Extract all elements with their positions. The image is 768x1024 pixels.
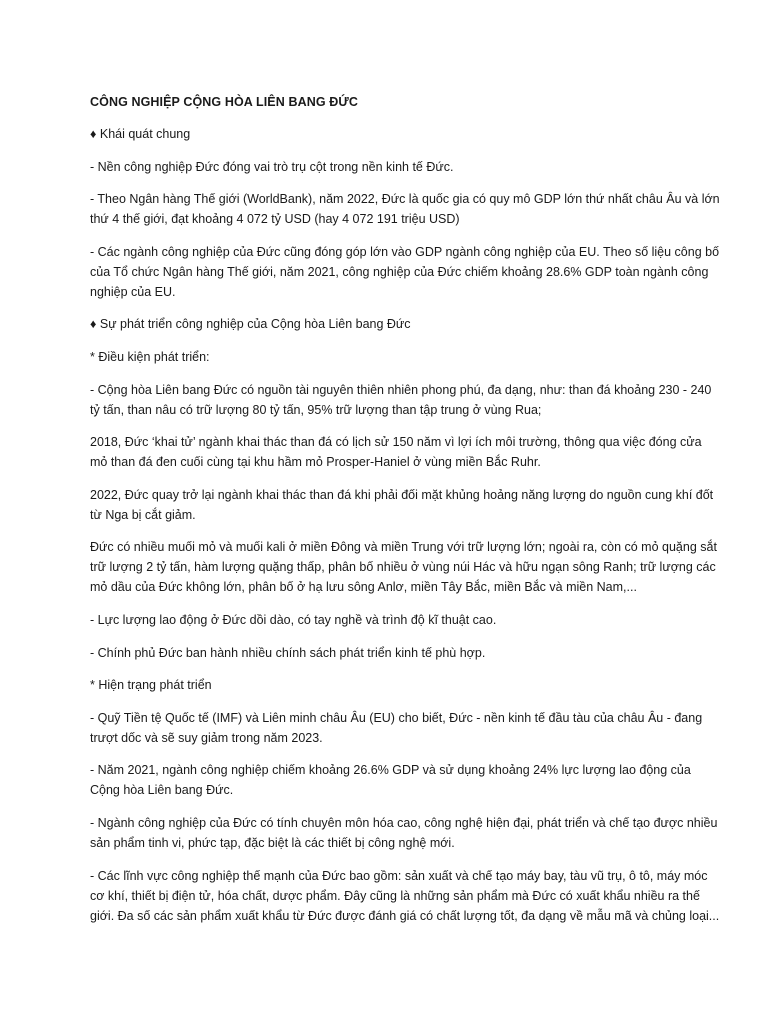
paragraph: - Các ngành công nghiệp của Đức cũng đóng góp lớn vào GDP ngành công nghiệp của EU. Theo số liệu công bố của Tổ chức Ngân hàng Thế giới, năm 2021, công nghiệp của Đức chiếm khoảng 28.6% GDP toàn ngành công nghiệp của EU. bbox=[90, 244, 720, 299]
paragraph: - Quỹ Tiền tệ Quốc tế (IMF) và Liên minh châu Âu (EU) cho biết, Đức - nền kinh tế đầu tàu của châu Âu - đang trượt dốc và sẽ suy giảm trong năm 2023. bbox=[90, 710, 703, 745]
section-heading-development: ♦ Sự phát triển công nghiệp của Cộng hòa Liên bang Đức bbox=[90, 317, 411, 332]
subheading-conditions: * Điều kiện phát triển: bbox=[90, 349, 210, 364]
paragraph: - Các lĩnh vực công nghiệp thế mạnh của Đức bao gồm: sản xuất và chế tạo máy bay, tàu vũ trụ, ô tô, máy móc cơ khí, thiết bị điện tử, hóa chất, dược phẩm. Đây cũng là những sản phẩm mà Đức có xuất khẩu nhiều ra thế giới. Đa số các sản phẩm xuất khẩu từ Đức được đánh giá có chất lượng tốt, đa dạng về mẫu mã và chủng loại... bbox=[90, 868, 720, 923]
paragraph: - Nền công nghiệp Đức đóng vai trò trụ cột trong nền kinh tế Đức. bbox=[90, 159, 454, 174]
paragraph: - Ngành công nghiệp của Đức có tính chuyên môn hóa cao, công nghệ hiện đại, phát triển và chế tạo được nhiều sản phẩm tinh vi, phức tạp, đặc biệt là các thiết bị công nghệ mới. bbox=[90, 815, 718, 850]
paragraph: - Chính phủ Đức ban hành nhiều chính sách phát triển kinh tế phù hợp. bbox=[90, 645, 486, 660]
document-title: CÔNG NGHIỆP CỘNG HÒA LIÊN BANG ĐỨC bbox=[90, 95, 358, 109]
paragraph: - Năm 2021, ngành công nghiệp chiếm khoảng 26.6% GDP và sử dụng khoảng 24% lực lượng lao động của Cộng hòa Liên bang Đức. bbox=[90, 763, 691, 798]
subheading-current-status: * Hiện trạng phát triển bbox=[90, 678, 212, 693]
section-heading-overview: ♦ Khái quát chung bbox=[90, 127, 191, 141]
paragraph: - Cộng hòa Liên bang Đức có nguồn tài nguyên thiên nhiên phong phú, đa dạng, như: than đá khoảng 230 - 240 tỷ tấn, than nâu có trữ lượng 80 tỷ tấn, 95% trữ lượng than tập trung ở vùng Rua; bbox=[90, 382, 712, 417]
document-body bbox=[90, 92, 722, 938]
paragraph: 2022, Đức quay trở lại ngành khai thác than đá khi phải đối mặt khủng hoảng năng lượng do nguồn cung khí đốt từ Nga bị cắt giảm. bbox=[90, 487, 714, 522]
paragraph: - Lực lượng lao động ở Đức dồi dào, có tay nghề và trình độ kĩ thuật cao. bbox=[90, 612, 497, 627]
paragraph: - Theo Ngân hàng Thế giới (WorldBank), năm 2022, Đức là quốc gia có quy mô GDP lớn thứ nhất châu Âu và lớn thứ 4 thế giới, đạt khoảng 4 072 tỷ USD (hay 4 072 191 triệu USD) bbox=[90, 192, 720, 227]
paragraph: 2018, Đức ‘khai tử’ ngành khai thác than đá có lịch sử 150 năm vì lợi ích môi trường, thông qua việc đóng cửa mỏ than đá đen cuối cùng tại khu hầm mỏ Prosper-Haniel ở vùng miền Bắc Ruhr. bbox=[90, 435, 702, 470]
paragraph: Đức có nhiều muối mỏ và muối kali ở miền Đông và miền Trung với trữ lượng lớn; ngoài ra, còn có mỏ quặng sắt trữ lượng 2 tỷ tấn, hàm lượng quặng thấp, phân bố nhiều ở vùng núi Hác và hữu ngạn sông Ranh; trữ lượng các mỏ dầu của Đức không lớn, phân bố ở hạ lưu sông Anlơ, miền Tây Bắc, miền Bắc và miền Nam,... bbox=[90, 540, 717, 595]
